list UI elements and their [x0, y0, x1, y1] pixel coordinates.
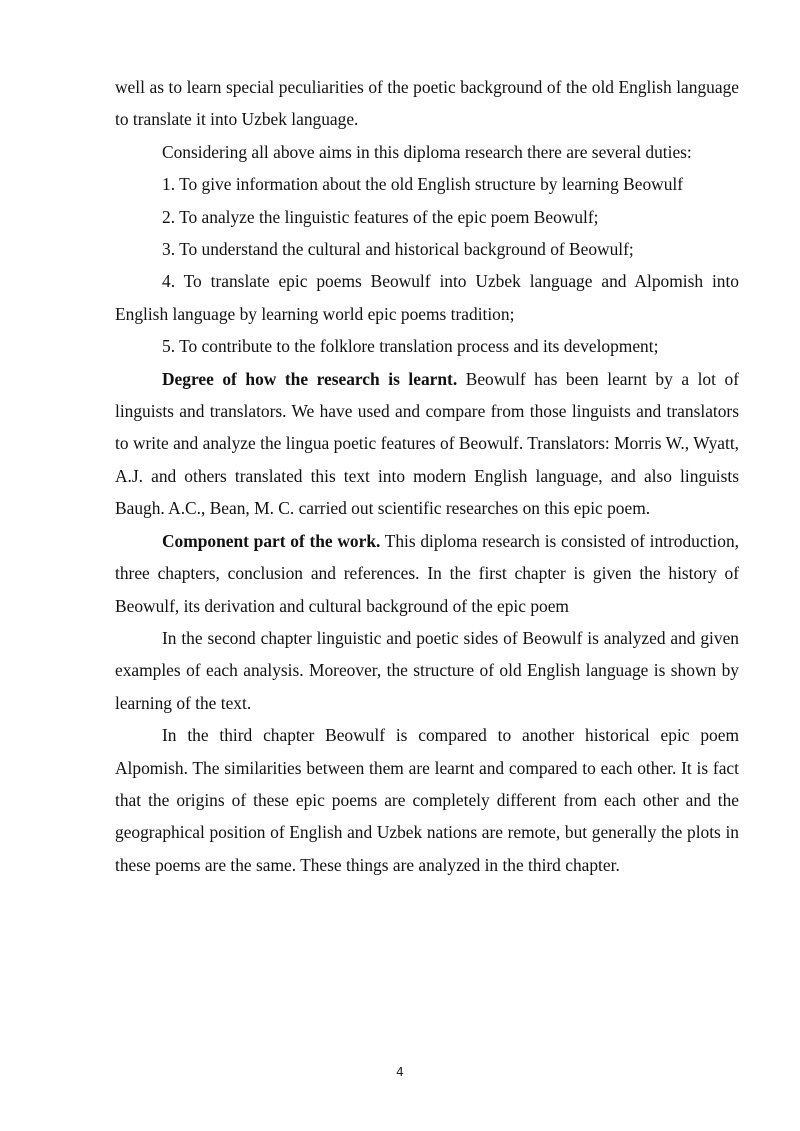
paragraph-chapter-two: In the second chapter linguistic and poetic sides of Beowulf is analyzed and given examples of each analysis. Moreover, the structure of old English language is shown by learning of the text.	[115, 627, 739, 713]
duty-item-1: 1. To give information about the old English structure by learning Beowulf	[162, 174, 684, 195]
paragraph-degree	[115, 363, 739, 525]
degree-heading: Degree of how the research is learnt.	[162, 368, 458, 389]
paragraph-component	[115, 525, 739, 622]
duties-list	[115, 168, 739, 362]
duty-item-5: 5. To contribute to the folklore translation process and its development;	[162, 336, 659, 357]
component-heading: Component part of the work.	[162, 530, 381, 551]
degree-text: Beowulf has been learnt by a lot of linguists and translators. We have used and compare from those linguists and translators to write and analyze the lingua poetic features of Beowulf. Translators: Morris W., Wyatt, A.J. and others translated this text into modern English language, and also linguists Baugh. A.C., Bean, M. C. carried out scientific researches on this epic poem.	[115, 368, 739, 519]
paragraph-duties-intro: Considering all above aims in this diploma research there are several duties:	[162, 141, 692, 162]
paragraph-aims-continuation: well as to learn special peculiarities of the poetic background of the old English language to translate it into Uzbek language.	[115, 77, 739, 130]
page-number: 4	[396, 1065, 404, 1079]
document-body	[115, 71, 739, 881]
duty-item-4: 4. To translate epic poems Beowulf into Uzbek language and Alpomish into English language by learning world epic poems tradition;	[115, 271, 739, 324]
paragraph-chapter-three: In the third chapter Beowulf is compared to another historical epic poem Alpomish. The similarities between them are learnt and compared to each other. It is fact that the origins of these epic poems are completely different from each other and the geographical position of English and Uzbek nations are remote, but generally the plots in these poems are the same. These things are analyzed in the third chapter.	[115, 725, 739, 875]
duty-item-2: 2. To analyze the linguistic features of the epic poem Beowulf;	[162, 206, 599, 227]
duty-item-3: 3. To understand the cultural and historical background of Beowulf;	[162, 239, 634, 260]
component-text: This diploma research is consisted of introduction, three chapters, conclusion and references. In the first chapter is given the history of Beowulf, its derivation and cultural background of the epic poem	[115, 530, 739, 616]
